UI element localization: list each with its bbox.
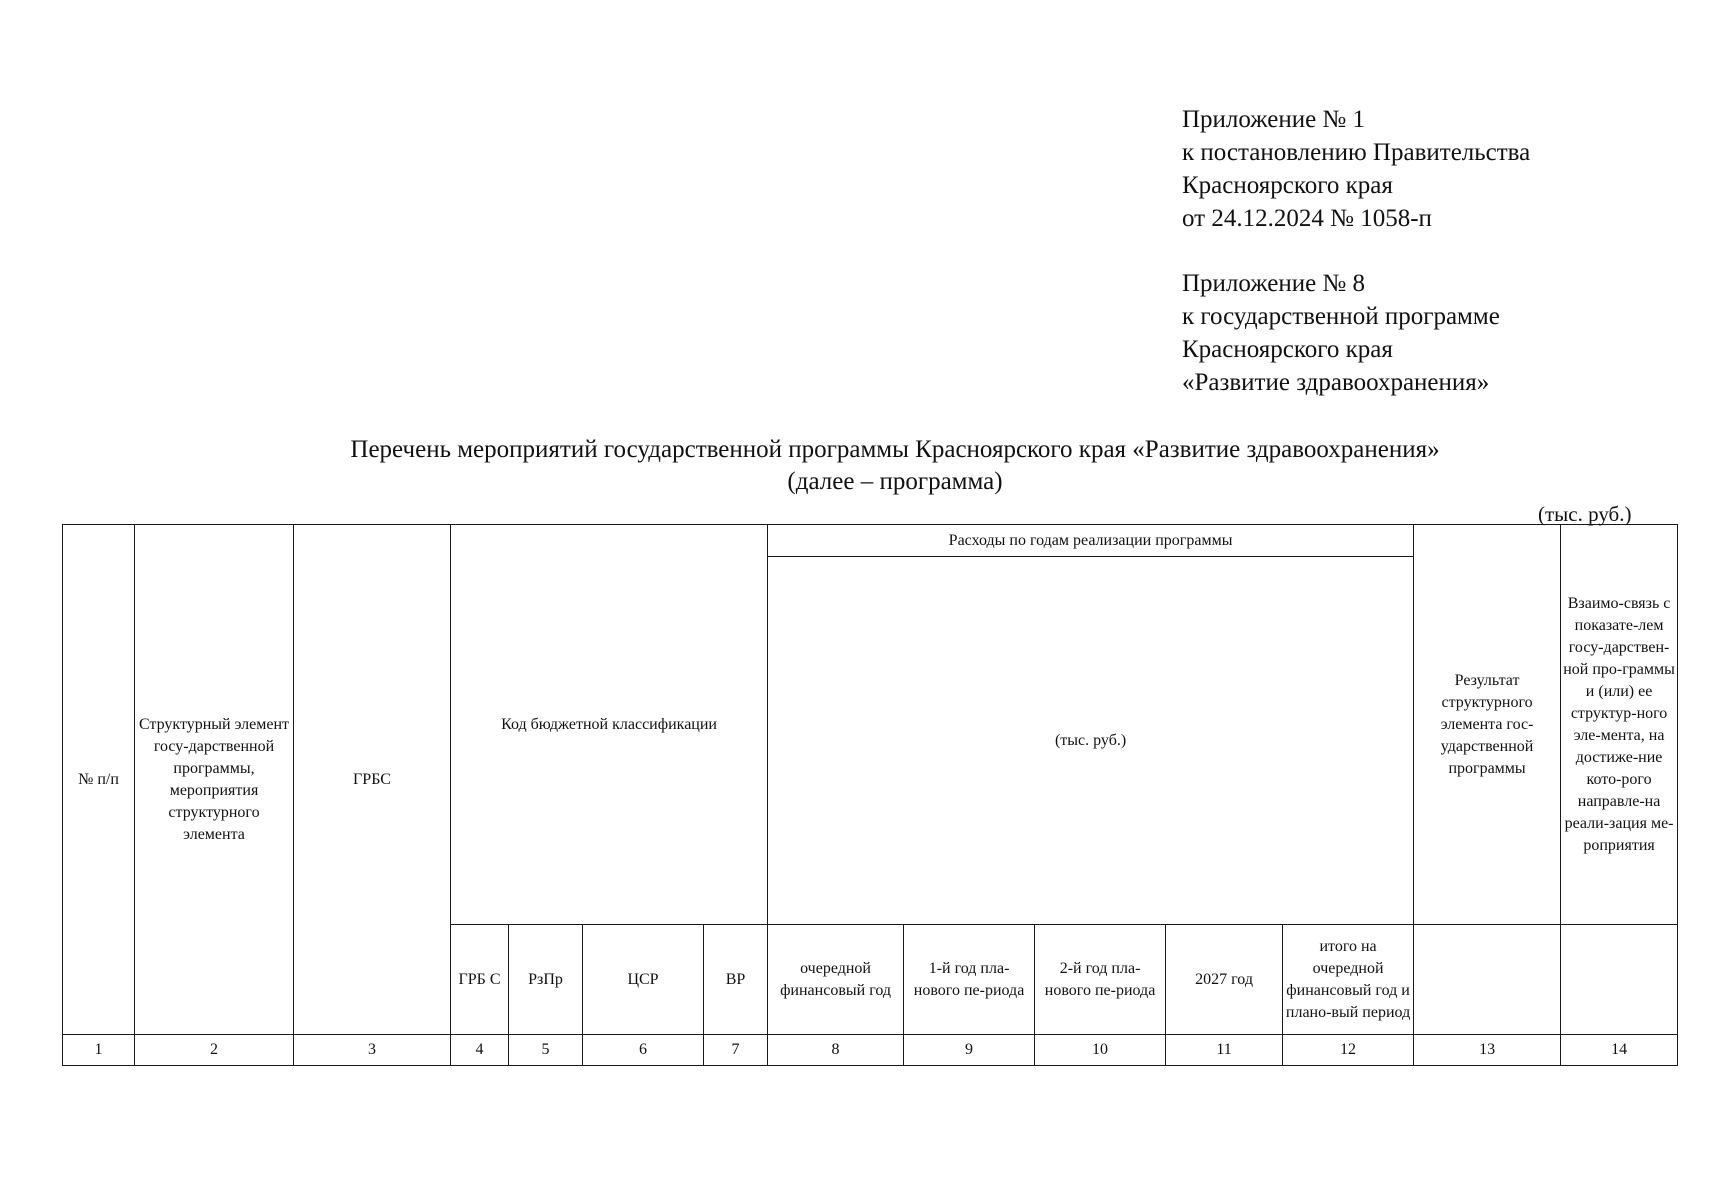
column-number: 13 bbox=[1414, 1035, 1561, 1066]
appendix-8-line: к государственной программе bbox=[1182, 303, 1500, 330]
subheader-grbs-code: ГРБ С bbox=[451, 925, 509, 1035]
column-number: 11 bbox=[1166, 1035, 1283, 1066]
header-relation: Взаимо-связь с показате-лем госу-дарствен-ной про-граммы и (или) ее структур-ного эле-мента, на достиже-ние кото-рого направле-на реали-зация ме-роприятия bbox=[1561, 525, 1678, 925]
activities-table bbox=[62, 524, 1678, 1066]
appendix-1-line: Красноярского края bbox=[1182, 172, 1393, 199]
column-number: 9 bbox=[904, 1035, 1035, 1066]
subheader-year-plan-2: 2-й год пла-нового пе-риода bbox=[1035, 925, 1166, 1035]
appendix-8-line: «Развитие здравоохранения» bbox=[1182, 369, 1490, 396]
header-budget-code: Код бюджетной классификации bbox=[451, 525, 768, 925]
column-number: 1 bbox=[63, 1035, 135, 1066]
subheader-year-current: очередной финансовый год bbox=[768, 925, 904, 1035]
subheader-csr: ЦСР bbox=[583, 925, 704, 1035]
column-number: 5 bbox=[509, 1035, 583, 1066]
column-number: 4 bbox=[451, 1035, 509, 1066]
column-number: 7 bbox=[704, 1035, 768, 1066]
subheader-year-2027: 2027 год bbox=[1166, 925, 1283, 1035]
column-number: 10 bbox=[1035, 1035, 1166, 1066]
document-title-line-1: Перечень мероприятий государственной программы Красноярского края «Развитие здравоохранения» bbox=[350, 436, 1440, 463]
header-result: Результат структурного элемента гос-ударственной программы bbox=[1414, 525, 1561, 925]
subheader-year-plan-1: 1-й год пла-нового пе-риода bbox=[904, 925, 1035, 1035]
header-row-1 bbox=[63, 525, 1678, 557]
header-structural-element: Структурный элемент госу-дарственной программы, мероприятия структурного элемента bbox=[135, 525, 294, 1035]
appendix-1-line: к постановлению Правительства bbox=[1182, 139, 1531, 166]
column-number: 12 bbox=[1283, 1035, 1414, 1066]
subheader-relation-empty bbox=[1561, 925, 1678, 1035]
column-number: 14 bbox=[1561, 1035, 1678, 1066]
header-num: № п/п bbox=[63, 525, 135, 1035]
column-number: 2 bbox=[135, 1035, 294, 1066]
column-number-row bbox=[63, 1035, 1678, 1066]
column-number: 3 bbox=[294, 1035, 451, 1066]
subheader-vr: ВР bbox=[704, 925, 768, 1035]
header-expenses-units: (тыс. руб.) bbox=[768, 557, 1414, 925]
subheader-rzpr: РзПр bbox=[509, 925, 583, 1035]
appendix-8-line: Красноярского края bbox=[1182, 336, 1393, 363]
appendix-1-line: Приложение № 1 bbox=[1182, 106, 1366, 133]
subheader-result-empty bbox=[1414, 925, 1561, 1035]
appendix-8-line: Приложение № 8 bbox=[1182, 270, 1366, 297]
appendix-8-block bbox=[1182, 267, 1500, 399]
appendix-1-line: от 24.12.2024 № 1058-п bbox=[1182, 205, 1432, 232]
header-grbs: ГРБС bbox=[294, 525, 451, 1035]
document-title-line-2: (далее – программа) bbox=[787, 468, 1003, 495]
document-title bbox=[0, 434, 1722, 498]
column-number: 8 bbox=[768, 1035, 904, 1066]
subheader-total: итого на очередной финансовый год и плано-вый период bbox=[1283, 925, 1414, 1035]
column-number: 6 bbox=[583, 1035, 704, 1066]
header-expenses: Расходы по годам реализации программы bbox=[768, 525, 1414, 557]
appendix-1-block bbox=[1182, 103, 1530, 235]
units-label: (тыс. руб.) bbox=[1538, 502, 1632, 526]
